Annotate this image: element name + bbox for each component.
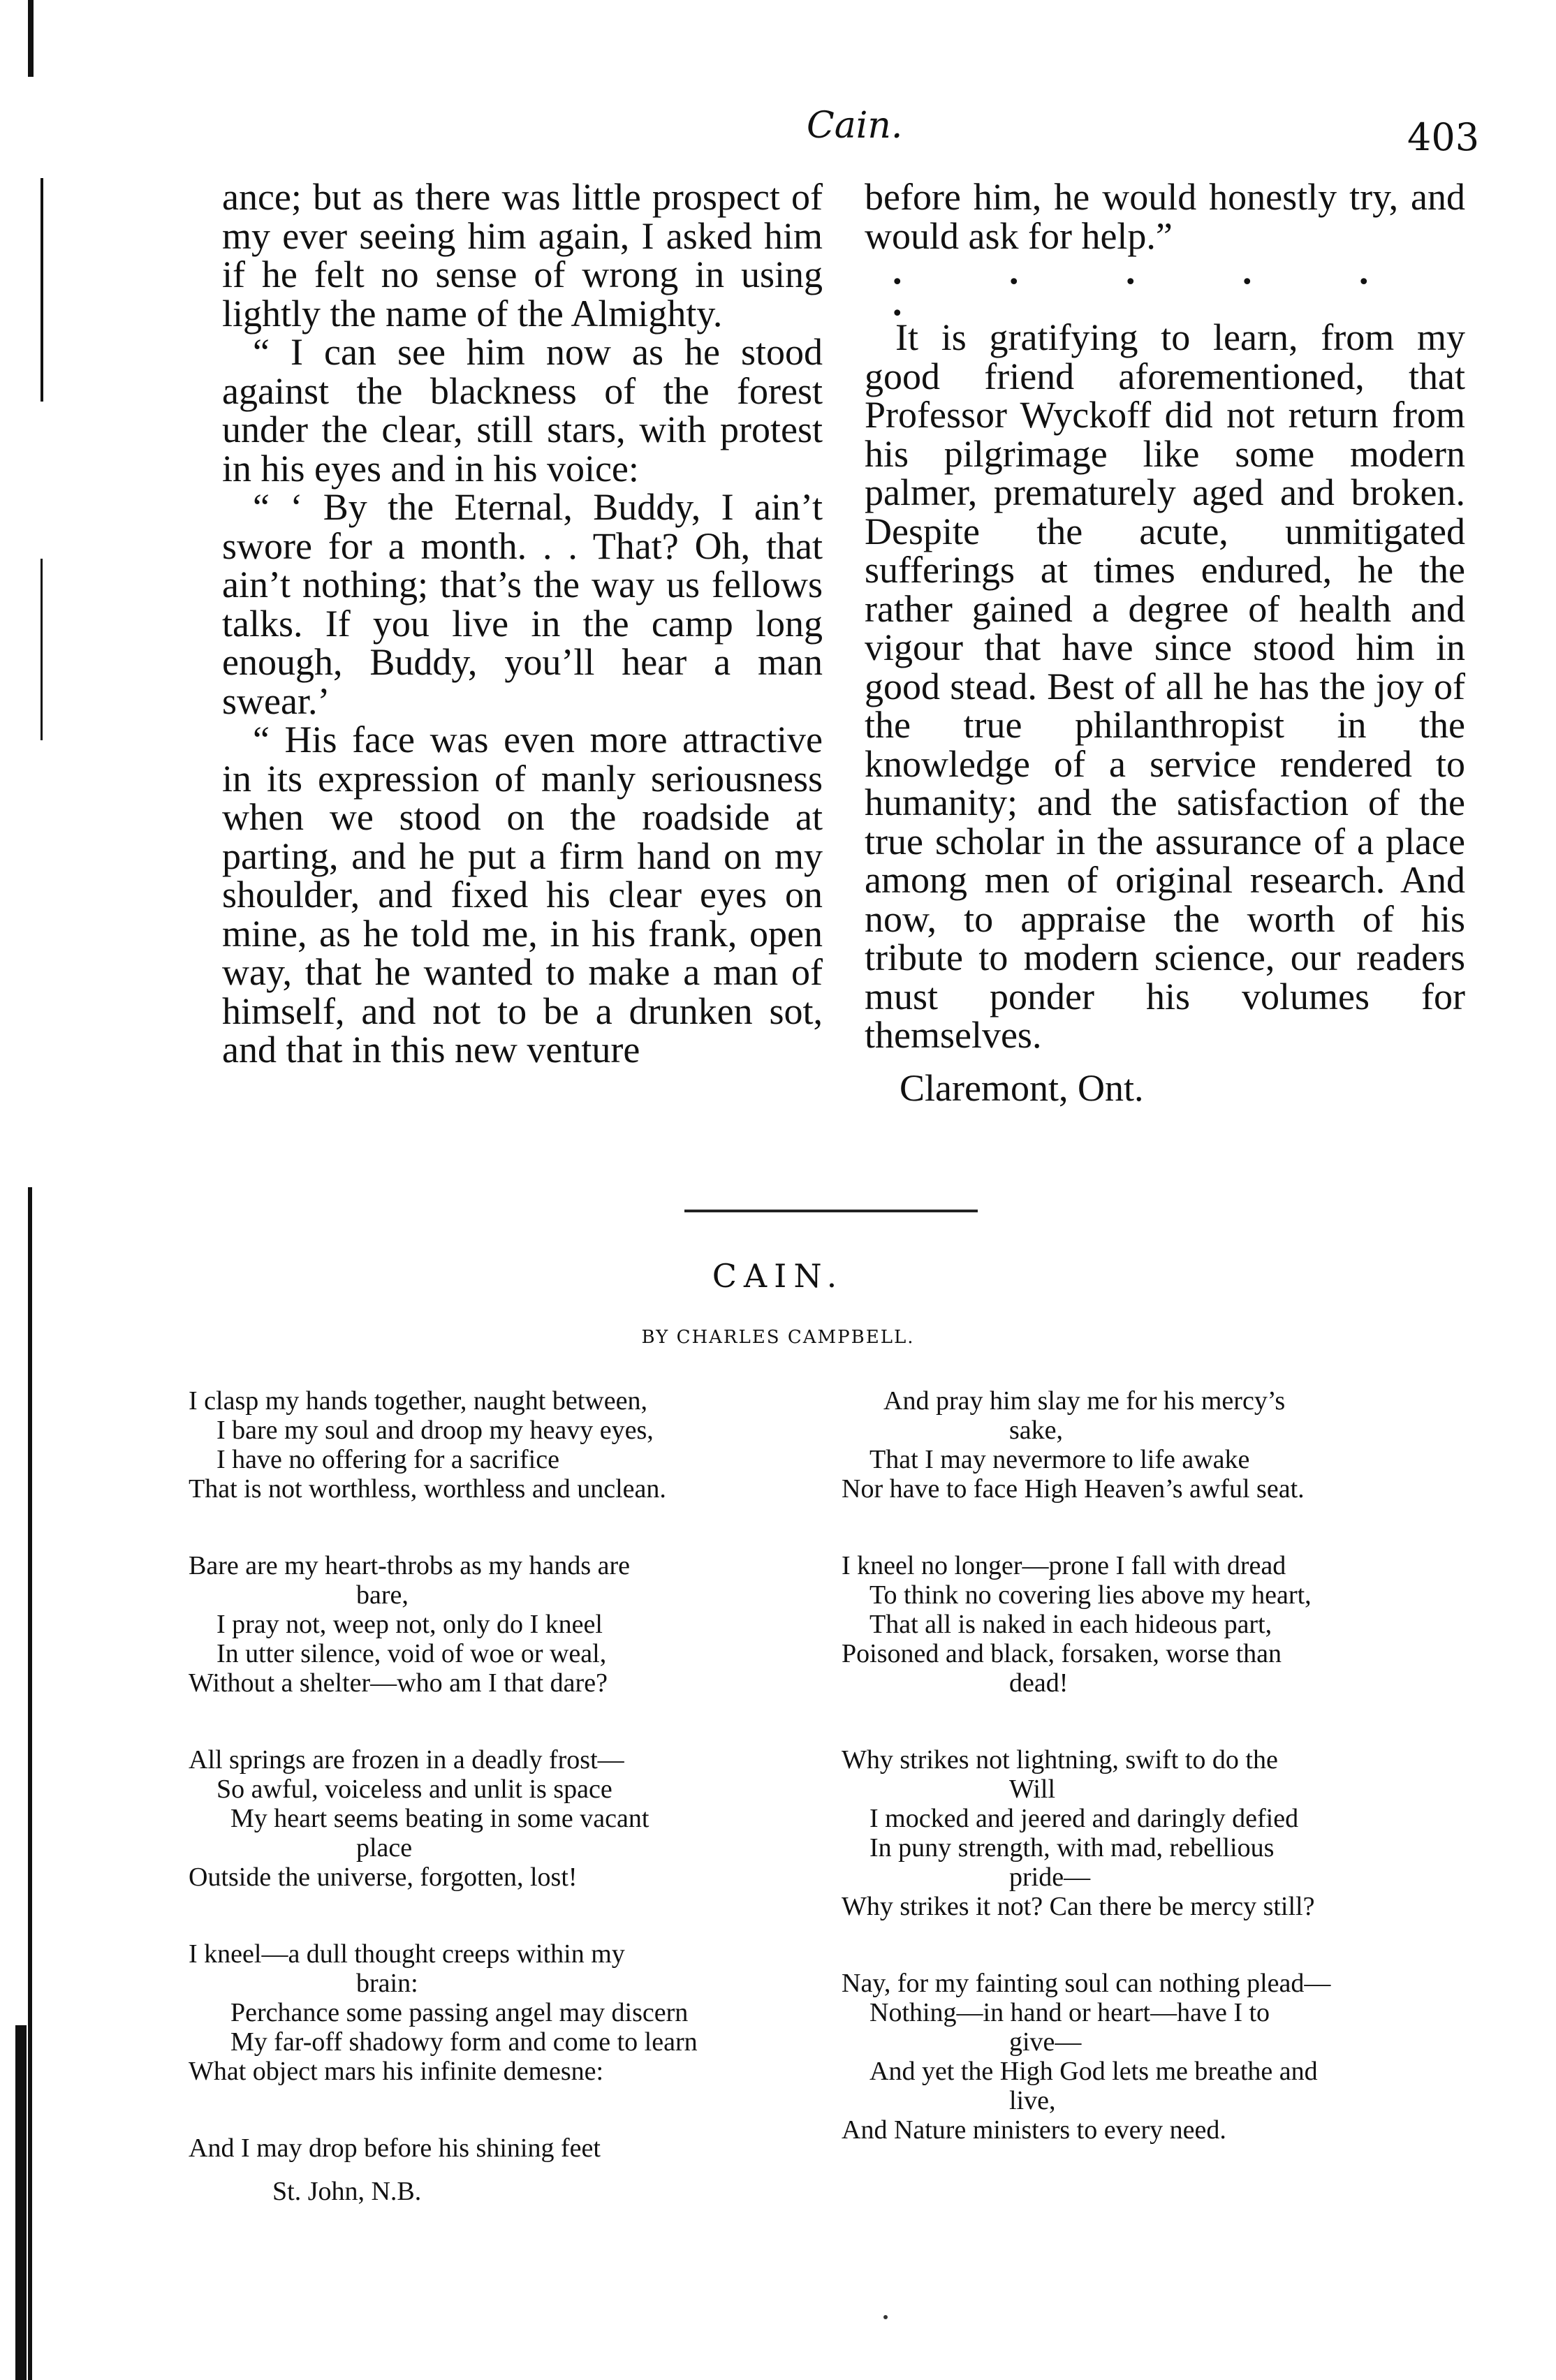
poem-line: And Nature ministers to every need. (842, 2115, 1226, 2145)
paragraph: It is gratifying to learn, from my good friend aforementioned, that Professor Wyckoff did not return from his pilgrimage like some modern palmer, prematurely aged and broken. Despite the acute, unmitigated sufferings at times endured, he the rather gained a degree of health and vigour that have since stood him in good stead. Best of all he has the joy of the true philanthropist in the knowledge of a service rendered to humanity; and the satisfaction of the true scholar in the assurance of a place among men of original research. And now, to appraise the worth of his tribute to modern science, our readers must ponder his volumes for themselves. (865, 316, 1465, 1056)
poem-line: I have no offering for a sacrifice (216, 1445, 559, 1474)
running-head: Cain. (807, 105, 903, 147)
stanza (842, 1969, 1470, 2145)
poem-line: My far-off shadowy form and come to learn (230, 2027, 698, 2057)
poem-line: Perchance some passing angel may discern (230, 1998, 689, 2027)
poem-line: And pray him slay me for his mercy’s (883, 1386, 1286, 1416)
stanza (842, 1386, 1470, 1504)
poem-line: In puny strength, with mad, rebellious (869, 1833, 1275, 1863)
poem-line: live, (1009, 2086, 1056, 2115)
poem-line: So awful, voiceless and unlit is space (216, 1775, 612, 1804)
poem-line: In utter silence, void of woe or weal, (216, 1639, 607, 1668)
poem-line: Nor have to face High Heaven’s awful seat. (842, 1474, 1305, 1504)
poem-line: That is not worthless, worthless and unclean. (189, 1474, 666, 1504)
stanza (189, 1939, 817, 2086)
signature: Claremont, Ont. (900, 1066, 1144, 1109)
poem-line: I kneel—a dull thought creeps within my (189, 1939, 625, 1969)
poem-author: BY CHARLES CAMPBELL. (641, 1327, 915, 1348)
poem-line: That I may nevermore to life awake (869, 1445, 1250, 1474)
poem-line: I clasp my hands together, naught between, (189, 1386, 647, 1416)
binding-edge-mark (41, 559, 43, 740)
poem-line: Without a shelter—who am I that dare? (189, 1668, 608, 1698)
poem-title: CAIN. (712, 1257, 844, 1295)
section-divider (684, 1210, 978, 1212)
paragraph: “ His face was even more attractive in its expression of manly seriousness when we stood on the roadside at parting, and he put a firm hand on my shoulder, and fixed his clear eyes on mine, as he told me, in his frank, open way, that he wanted to make a man of himself, and not to be a drunken sot, and that in this new venture (222, 719, 823, 1071)
ink-speck (883, 2315, 888, 2319)
poem-line: What object mars his infinite demesne: (189, 2057, 604, 2086)
poem-line: And yet the High God lets me breathe and (869, 2057, 1318, 2086)
poem-line: My heart seems beating in some vacant (230, 1804, 649, 1833)
poem-line: To think no covering lies above my heart, (869, 1580, 1312, 1610)
paragraph: before him, he would honestly try, and would ask for help.” (865, 176, 1465, 257)
poem-line: I kneel no longer—prone I fall with dread (842, 1551, 1286, 1580)
stanza (189, 2133, 817, 2163)
poem-line: bare, (356, 1580, 409, 1610)
paragraph: ance; but as there was little prospect of my ever seeing him again, I asked him if he felt no sense of wrong in using lightly the name of the Almighty. (222, 176, 823, 335)
poem-line: I bare my soul and droop my heavy eyes, (216, 1416, 654, 1445)
poem-column-left (189, 1386, 817, 2206)
binding-edge-mark (28, 0, 34, 77)
poem-line: Why strikes not lightning, swift to do the (842, 1745, 1278, 1775)
poem-line: pride— (1009, 1863, 1091, 1892)
binding-edge-mark (41, 178, 43, 402)
poem-line: Nothing—in hand or heart—have I to (869, 1998, 1270, 2027)
poem-line: All springs are frozen in a deadly frost— (189, 1745, 624, 1775)
prose-column-right (865, 178, 1465, 1108)
poem-line: dead! (1009, 1668, 1069, 1698)
paragraph: “ ‘ By the Eternal, Buddy, I ain’t swore for a month. . . That? Oh, that ain’t nothing; that’s the way us fellows talks. If you live in the camp long enough, Buddy, you’ll hear a man swear.’ (222, 486, 823, 722)
poem-line: And I may drop before his shining feet (189, 2133, 601, 2163)
paragraph: “ I can see him now as he stood against the blackness of the forest under the clear, still stars, with protest in his eyes and in his voice: (222, 331, 823, 490)
poem-line: I mocked and jeered and daringly defied (869, 1804, 1299, 1833)
poem-line: Outside the universe, forgotten, lost! (189, 1863, 578, 1892)
poem-line: Why strikes it not? Can there be mercy still? (842, 1892, 1315, 1921)
poem-line: brain: (356, 1969, 418, 1998)
ellipsis-dots: . . . . . . (893, 250, 1418, 323)
poem-column-right (842, 1386, 1470, 2192)
poem-line: place (356, 1833, 413, 1863)
poem-line: Will (1009, 1775, 1056, 1804)
poem-line: Nay, for my fainting soul can nothing plead— (842, 1969, 1331, 1998)
stanza (189, 1386, 817, 1504)
stanza (842, 1551, 1470, 1698)
page-number: 403 (1407, 115, 1480, 159)
poem-line: That all is naked in each hideous part, (869, 1610, 1272, 1639)
poem-line: give— (1009, 2027, 1082, 2057)
poem-place: St. John, N.B. (272, 2177, 422, 2206)
poem-line: I pray not, weep not, only do I kneel (216, 1610, 603, 1639)
prose-column-left (222, 178, 823, 1070)
stanza (189, 1745, 817, 1892)
binding-edge-mark (28, 1187, 32, 2380)
stanza (189, 1551, 817, 1698)
poem-line: Bare are my heart-throbs as my hands are (189, 1551, 631, 1580)
poem-line: Poisoned and black, forsaken, worse than (842, 1639, 1282, 1668)
binding-edge-mark (15, 2025, 27, 2380)
stanza (842, 1745, 1470, 1921)
poem-line: sake, (1009, 1416, 1064, 1445)
